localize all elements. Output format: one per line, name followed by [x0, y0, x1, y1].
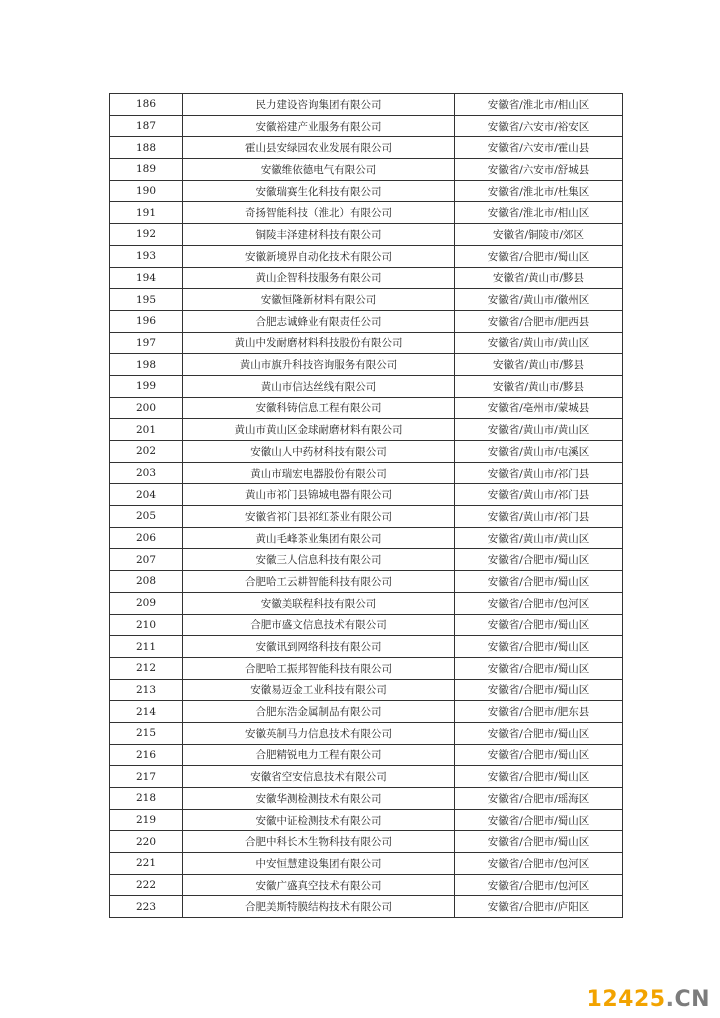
row-number-cell: 188 — [110, 137, 183, 159]
table-row — [110, 766, 623, 788]
row-number-cell: 187 — [110, 115, 183, 137]
table-row — [110, 202, 623, 224]
row-number-cell: 222 — [110, 874, 183, 896]
row-number-cell: 197 — [110, 332, 183, 354]
location-cell: 安徽省/合肥市/蜀山区 — [455, 549, 623, 571]
row-number-cell: 214 — [110, 701, 183, 723]
company-name-cell: 安徽维依德电气有限公司 — [183, 159, 455, 181]
table-row — [110, 809, 623, 831]
row-number-cell: 190 — [110, 180, 183, 202]
company-name-cell: 黄山市旗升科技咨询服务有限公司 — [183, 354, 455, 376]
table-row — [110, 419, 623, 441]
row-number-cell: 199 — [110, 375, 183, 397]
location-cell: 安徽省/铜陵市/郊区 — [455, 224, 623, 246]
table-row — [110, 462, 623, 484]
company-table — [109, 93, 623, 918]
table-row — [110, 506, 623, 528]
company-name-cell: 黄山市瑞宏电器股份有限公司 — [183, 462, 455, 484]
company-name-cell: 合肥东浩金属制品有限公司 — [183, 701, 455, 723]
company-name-cell: 黄山企智科技服务有限公司 — [183, 267, 455, 289]
company-name-cell: 黄山中发耐磨材料科技股份有限公司 — [183, 332, 455, 354]
company-name-cell: 合肥志诚蜂业有限责任公司 — [183, 310, 455, 332]
location-cell: 安徽省/合肥市/蜀山区 — [455, 679, 623, 701]
company-name-cell: 黄山市黄山区金球耐磨材料有限公司 — [183, 419, 455, 441]
table-row — [110, 332, 623, 354]
company-name-cell: 中安恒慧建设集团有限公司 — [183, 853, 455, 875]
table-row — [110, 788, 623, 810]
table-row — [110, 310, 623, 332]
row-number-cell: 219 — [110, 809, 183, 831]
location-cell: 安徽省/合肥市/包河区 — [455, 853, 623, 875]
company-name-cell: 安徽英制马力信息技术有限公司 — [183, 722, 455, 744]
company-name-cell: 安徽华测检测技术有限公司 — [183, 788, 455, 810]
company-name-cell: 安徽三人信息科技有限公司 — [183, 549, 455, 571]
row-number-cell: 220 — [110, 831, 183, 853]
location-cell: 安徽省/合肥市/包河区 — [455, 592, 623, 614]
company-name-cell: 黄山毛峰茶业集团有限公司 — [183, 527, 455, 549]
table-row — [110, 657, 623, 679]
table-row — [110, 527, 623, 549]
table-row — [110, 549, 623, 571]
table-row — [110, 571, 623, 593]
company-name-cell: 铜陵丰泽建材科技有限公司 — [183, 224, 455, 246]
row-number-cell: 186 — [110, 94, 183, 116]
location-cell: 安徽省/黄山市/黟县 — [455, 354, 623, 376]
row-number-cell: 217 — [110, 766, 183, 788]
row-number-cell: 205 — [110, 506, 183, 528]
company-name-cell: 安徽中证检测技术有限公司 — [183, 809, 455, 831]
location-cell: 安徽省/黄山市/屯溪区 — [455, 441, 623, 463]
row-number-cell: 207 — [110, 549, 183, 571]
row-number-cell: 211 — [110, 636, 183, 658]
company-name-cell: 安徽山人中药材科技有限公司 — [183, 441, 455, 463]
company-name-cell: 安徽恒隆新材料有限公司 — [183, 289, 455, 311]
table-row — [110, 701, 623, 723]
table-row — [110, 397, 623, 419]
table-row — [110, 115, 623, 137]
row-number-cell: 194 — [110, 267, 183, 289]
row-number-cell: 223 — [110, 896, 183, 918]
table-row — [110, 180, 623, 202]
company-name-cell: 民力建设咨询集团有限公司 — [183, 94, 455, 116]
company-name-cell: 安徽科铸信息工程有限公司 — [183, 397, 455, 419]
company-name-cell: 安徽省祁门县祁红茶业有限公司 — [183, 506, 455, 528]
table-row — [110, 441, 623, 463]
company-name-cell: 黄山市祁门县锦城电器有限公司 — [183, 484, 455, 506]
row-number-cell: 208 — [110, 571, 183, 593]
row-number-cell: 198 — [110, 354, 183, 376]
location-cell: 安徽省/淮北市/相山区 — [455, 94, 623, 116]
watermark-dot: . — [665, 987, 675, 1012]
location-cell: 安徽省/合肥市/蜀山区 — [455, 571, 623, 593]
watermark-suffix: CN — [674, 987, 710, 1012]
company-name-cell: 安徽易迈金工业科技有限公司 — [183, 679, 455, 701]
table-row — [110, 267, 623, 289]
table-row — [110, 679, 623, 701]
location-cell: 安徽省/淮北市/相山区 — [455, 202, 623, 224]
row-number-cell: 206 — [110, 527, 183, 549]
location-cell: 安徽省/黄山市/黄山区 — [455, 419, 623, 441]
table-row — [110, 484, 623, 506]
location-cell: 安徽省/合肥市/蜀山区 — [455, 245, 623, 267]
table-row — [110, 592, 623, 614]
watermark-digits: 12425 — [586, 987, 666, 1012]
location-cell: 安徽省/合肥市/肥西县 — [455, 310, 623, 332]
company-name-cell: 霍山县安绿园农业发展有限公司 — [183, 137, 455, 159]
location-cell: 安徽省/黄山市/黄山区 — [455, 527, 623, 549]
location-cell: 安徽省/黄山市/祁门县 — [455, 462, 623, 484]
table-row — [110, 375, 623, 397]
table-row — [110, 614, 623, 636]
company-name-cell: 安徽省空安信息技术有限公司 — [183, 766, 455, 788]
site-watermark-logo — [587, 987, 710, 1012]
table-row — [110, 874, 623, 896]
row-number-cell: 193 — [110, 245, 183, 267]
location-cell: 安徽省/黄山市/黟县 — [455, 267, 623, 289]
table-row — [110, 289, 623, 311]
location-cell: 安徽省/合肥市/蜀山区 — [455, 831, 623, 853]
row-number-cell: 221 — [110, 853, 183, 875]
row-number-cell: 189 — [110, 159, 183, 181]
company-name-cell: 黄山市信达丝线有限公司 — [183, 375, 455, 397]
table-row — [110, 831, 623, 853]
table-row — [110, 224, 623, 246]
location-cell: 安徽省/合肥市/蜀山区 — [455, 636, 623, 658]
location-cell: 安徽省/亳州市/蒙城县 — [455, 397, 623, 419]
table-row — [110, 94, 623, 116]
table-row — [110, 137, 623, 159]
company-name-cell: 安徽瑞赛生化科技有限公司 — [183, 180, 455, 202]
location-cell: 安徽省/合肥市/蜀山区 — [455, 657, 623, 679]
location-cell: 安徽省/黄山市/徽州区 — [455, 289, 623, 311]
table-row — [110, 853, 623, 875]
company-name-cell: 合肥中科长木生物科技有限公司 — [183, 831, 455, 853]
company-table-body — [110, 94, 623, 918]
location-cell: 安徽省/合肥市/蜀山区 — [455, 722, 623, 744]
table-row — [110, 636, 623, 658]
location-cell: 安徽省/合肥市/蜀山区 — [455, 766, 623, 788]
table-row — [110, 245, 623, 267]
company-name-cell: 合肥美斯特膜结构技术有限公司 — [183, 896, 455, 918]
company-name-cell: 奇扬智能科技（淮北）有限公司 — [183, 202, 455, 224]
row-number-cell: 216 — [110, 744, 183, 766]
location-cell: 安徽省/六安市/裕安区 — [455, 115, 623, 137]
row-number-cell: 210 — [110, 614, 183, 636]
table-row — [110, 354, 623, 376]
company-name-cell: 合肥哈工振邦智能科技有限公司 — [183, 657, 455, 679]
location-cell: 安徽省/合肥市/蜀山区 — [455, 614, 623, 636]
row-number-cell: 196 — [110, 310, 183, 332]
row-number-cell: 213 — [110, 679, 183, 701]
location-cell: 安徽省/淮北市/杜集区 — [455, 180, 623, 202]
row-number-cell: 195 — [110, 289, 183, 311]
company-name-cell: 安徽新境界自动化技术有限公司 — [183, 245, 455, 267]
location-cell: 安徽省/六安市/霍山县 — [455, 137, 623, 159]
table-row — [110, 159, 623, 181]
row-number-cell: 212 — [110, 657, 183, 679]
company-name-cell: 安徽裕建产业服务有限公司 — [183, 115, 455, 137]
company-name-cell: 安徽美联程科技有限公司 — [183, 592, 455, 614]
location-cell: 安徽省/合肥市/蜀山区 — [455, 744, 623, 766]
location-cell: 安徽省/合肥市/蜀山区 — [455, 809, 623, 831]
row-number-cell: 192 — [110, 224, 183, 246]
table-row — [110, 722, 623, 744]
row-number-cell: 191 — [110, 202, 183, 224]
row-number-cell: 202 — [110, 441, 183, 463]
row-number-cell: 201 — [110, 419, 183, 441]
company-name-cell: 合肥哈工云耕智能科技有限公司 — [183, 571, 455, 593]
company-name-cell: 合肥精锐电力工程有限公司 — [183, 744, 455, 766]
row-number-cell: 204 — [110, 484, 183, 506]
location-cell: 安徽省/六安市/舒城县 — [455, 159, 623, 181]
table-row — [110, 744, 623, 766]
company-name-cell: 安徽讯到网络科技有限公司 — [183, 636, 455, 658]
row-number-cell: 218 — [110, 788, 183, 810]
location-cell: 安徽省/黄山市/祁门县 — [455, 484, 623, 506]
location-cell: 安徽省/合肥市/肥东县 — [455, 701, 623, 723]
row-number-cell: 209 — [110, 592, 183, 614]
location-cell: 安徽省/合肥市/瑶海区 — [455, 788, 623, 810]
location-cell: 安徽省/黄山市/黄山区 — [455, 332, 623, 354]
row-number-cell: 215 — [110, 722, 183, 744]
location-cell: 安徽省/合肥市/庐阳区 — [455, 896, 623, 918]
company-name-cell: 合肥市盛文信息技术有限公司 — [183, 614, 455, 636]
location-cell: 安徽省/黄山市/黟县 — [455, 375, 623, 397]
table-row — [110, 896, 623, 918]
row-number-cell: 203 — [110, 462, 183, 484]
location-cell: 安徽省/黄山市/祁门县 — [455, 506, 623, 528]
location-cell: 安徽省/合肥市/包河区 — [455, 874, 623, 896]
company-name-cell: 安徽广盛真空技术有限公司 — [183, 874, 455, 896]
row-number-cell: 200 — [110, 397, 183, 419]
